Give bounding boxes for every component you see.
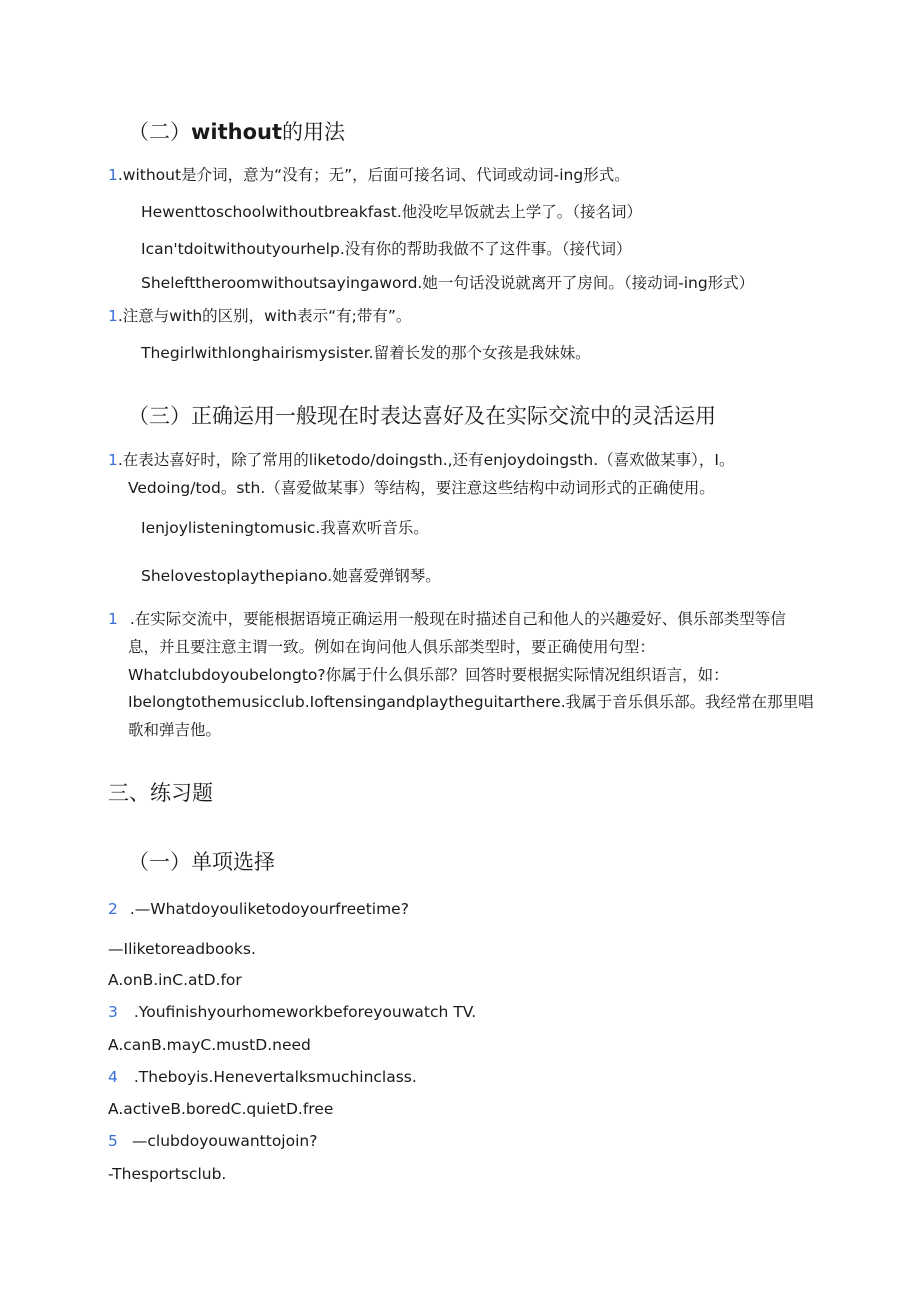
item-number: 1 — [108, 610, 118, 628]
item-text-line5: 歌和弹吉他。 — [128, 721, 222, 739]
item-text-line1: .在实际交流中，要能根据语境正确运用一般现在时描述自己和他人的兴趣爱好、俱乐部类型等信 — [129, 610, 786, 628]
example-sentence: Hewenttoschoolwithoutbreakfast.他没吃早饭就去上学了。（接名词） — [141, 203, 642, 221]
example-sentence: Ienjoylisteningtomusic.我喜欢听音乐。 — [141, 519, 429, 537]
question-number: 4 — [108, 1068, 118, 1086]
item-text-line4: Ibelongtothemusicclub.Ioftensingandplaytheguitarthere.我属于音乐俱乐部。我经常在那里唱 — [128, 693, 814, 711]
item-text-line2: Vedoing/tod。sth.（喜爱做某事）等结构，要注意这些结构中动词形式的正确使用。 — [128, 479, 715, 497]
item-number: 1 — [108, 307, 118, 325]
example-sentence: Ican'tdoitwithoutyourhelp.没有你的帮助我做不了这件事。（接代词） — [141, 240, 632, 258]
item-number: 1 — [108, 451, 118, 469]
item-text: .注意与with的区别，with表示“有;带有”。 — [117, 307, 412, 325]
question-number: 5 — [108, 1132, 118, 1150]
question-answer-line: —Iliketoreadbooks. — [108, 940, 256, 958]
question — [108, 1131, 317, 1151]
item-text-line2: 息，并且要注意主谓一致。例如在询问他人俱乐部类型时，要正确使用句型： — [128, 638, 656, 656]
question-answer-line: -Thesportsclub. — [108, 1165, 227, 1183]
question-options: A.canB.mayC.mustD.need — [108, 1036, 311, 1054]
section-heading-present-tense: （三）正确运用一般现在时表达喜好及在实际交流中的灵活运用 — [128, 404, 716, 428]
question-stem: .Youfinishyourhomeworkbeforeyouwatch TV. — [133, 1003, 477, 1021]
question — [108, 1067, 417, 1087]
list-item — [108, 450, 734, 470]
example-sentence: Shelovestoplaythepiano.她喜爱弹钢琴。 — [141, 567, 441, 585]
section-heading-exercises: 三、练习题 — [108, 781, 213, 805]
list-item — [108, 609, 786, 629]
question-options: A.onB.inC.atD.for — [108, 971, 242, 989]
item-text: .without是介词，意为“没有；无”，后面可接名词、代词或动词-ing形式。 — [117, 166, 630, 184]
item-text-line3: Whatclubdoyoubelongto?你属于什么俱乐部？回答时要根据实际情况组织语言，如： — [128, 666, 729, 684]
heading-prefix: （二） — [128, 120, 191, 144]
item-number: 1 — [108, 166, 118, 184]
question — [108, 899, 409, 919]
list-item — [108, 306, 411, 326]
section-heading-without — [128, 118, 345, 146]
list-item — [108, 165, 630, 185]
question — [108, 1002, 476, 1022]
example-sentence: Thegirlwithlonghairismysister.留着长发的那个女孩是我妹妹。 — [141, 344, 591, 362]
subsection-heading-multiple-choice: （一）单项选择 — [128, 850, 275, 874]
heading-keyword: without — [191, 120, 283, 144]
question-number: 3 — [108, 1003, 118, 1021]
question-stem: —clubdoyouwanttojoin? — [131, 1132, 318, 1150]
question-stem: .—Whatdoyouliketodoyourfreetime? — [129, 900, 409, 918]
item-text-line1: .在表达喜好时，除了常用的liketodo/doingsth.,还有enjoydoingsth.（喜欢做某事），I。 — [117, 451, 735, 469]
question-number: 2 — [108, 900, 118, 918]
example-sentence: Shelefttheroomwithoutsayingaword.她一句话没说就离开了房间。（接动词-ing形式） — [141, 274, 755, 292]
question-options: A.activeB.boredC.quietD.free — [108, 1100, 334, 1118]
heading-suffix: 的用法 — [282, 120, 346, 144]
question-stem: .Theboyis.Henevertalksmuchinclass. — [133, 1068, 417, 1086]
